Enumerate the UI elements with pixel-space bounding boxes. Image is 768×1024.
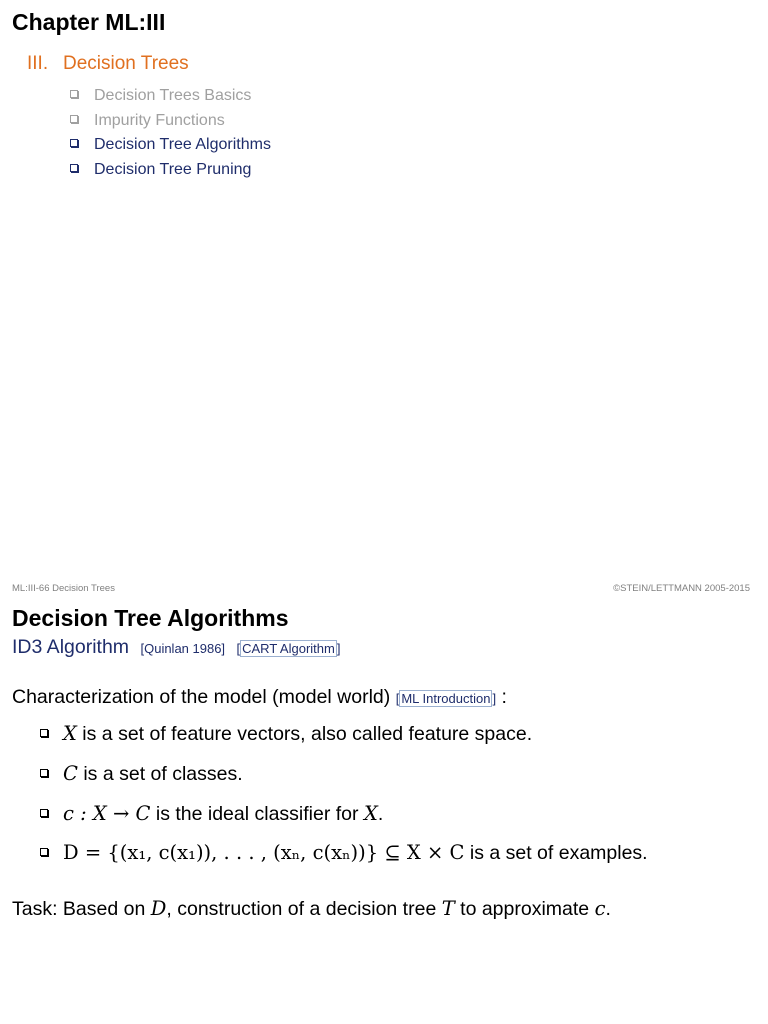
bullet-box-icon xyxy=(70,164,78,172)
math-expression: D = {(x₁, c(x₁)), . . . , (xₙ, c(xₙ))} ⊆ X × C xyxy=(63,841,465,864)
characterization-text: Characterization of the model (model world) xyxy=(12,686,391,708)
math-var: D xyxy=(150,897,167,920)
math-var: X xyxy=(363,802,378,825)
bullet-box-icon xyxy=(70,115,78,123)
math-var: C xyxy=(63,762,78,785)
toc-item-label: Impurity Functions xyxy=(94,112,225,129)
bullet-box-icon xyxy=(70,90,78,98)
math-var: T xyxy=(441,897,455,920)
bullet-box-icon xyxy=(40,769,48,777)
bullet-feature-space xyxy=(40,722,532,746)
footer-left: ML:III-66 Decision Trees xyxy=(12,583,115,594)
math-var: X xyxy=(63,722,77,745)
task-suffix: to approximate xyxy=(454,898,595,920)
math-expression: c : X → C xyxy=(63,802,151,825)
bullet-text: is the ideal classifier for xyxy=(150,803,364,825)
characterization-line: Characterization of the model (model world) [ ML Introduction ] : xyxy=(12,686,507,708)
section-title: Decision Trees xyxy=(63,53,189,74)
bullet-box-icon xyxy=(40,809,48,817)
ref-quinlan: [Quinlan 1986] xyxy=(140,641,226,656)
task-middle: , construction of a decision tree xyxy=(166,898,442,920)
toc-item-label: Decision Tree Algorithms xyxy=(94,136,271,153)
slide-subtitle: ID3 Algorithm [Quinlan 1986] [ CART Algorithm ] xyxy=(12,636,341,658)
bullet-text: is a set of examples. xyxy=(464,842,648,864)
section-number: III. xyxy=(27,53,49,74)
toc-item[interactable] xyxy=(70,161,251,179)
toc-item[interactable] xyxy=(70,112,225,130)
toc-item[interactable] xyxy=(70,136,271,154)
toc-item-label: Decision Trees Basics xyxy=(94,87,252,104)
section-heading xyxy=(27,53,189,75)
bullet-classifier: c : X → C is the ideal classifier for X. xyxy=(40,802,383,826)
toc-item-label: Decision Tree Pruning xyxy=(94,161,252,178)
footer-copyright: ©STEIN/LETTMANN 2005-2015 xyxy=(613,583,750,594)
bullet-box-icon xyxy=(40,729,48,737)
task-prefix: Task: Based on xyxy=(12,898,151,920)
cart-algorithm-link[interactable]: CART Algorithm xyxy=(242,641,335,656)
bullet-text: is a set of feature vectors, also called feature space. xyxy=(76,723,533,745)
bullet-classes xyxy=(40,762,243,786)
task-statement: Task: Based on D, construction of a decision tree T to approximate c. xyxy=(12,897,611,920)
subtitle-text: ID3 Algorithm xyxy=(12,636,130,658)
ml-introduction-link[interactable]: ML Introduction xyxy=(401,691,491,706)
bullet-box-icon xyxy=(40,848,48,856)
toc-item[interactable] xyxy=(70,87,251,105)
bullet-text: is a set of classes. xyxy=(77,763,243,785)
math-var: c xyxy=(594,897,606,920)
bullet-examples xyxy=(40,841,648,865)
bullet-box-icon xyxy=(70,139,78,147)
chapter-title: Chapter ML:III xyxy=(12,9,166,35)
slide-title: Decision Tree Algorithms xyxy=(12,605,289,631)
